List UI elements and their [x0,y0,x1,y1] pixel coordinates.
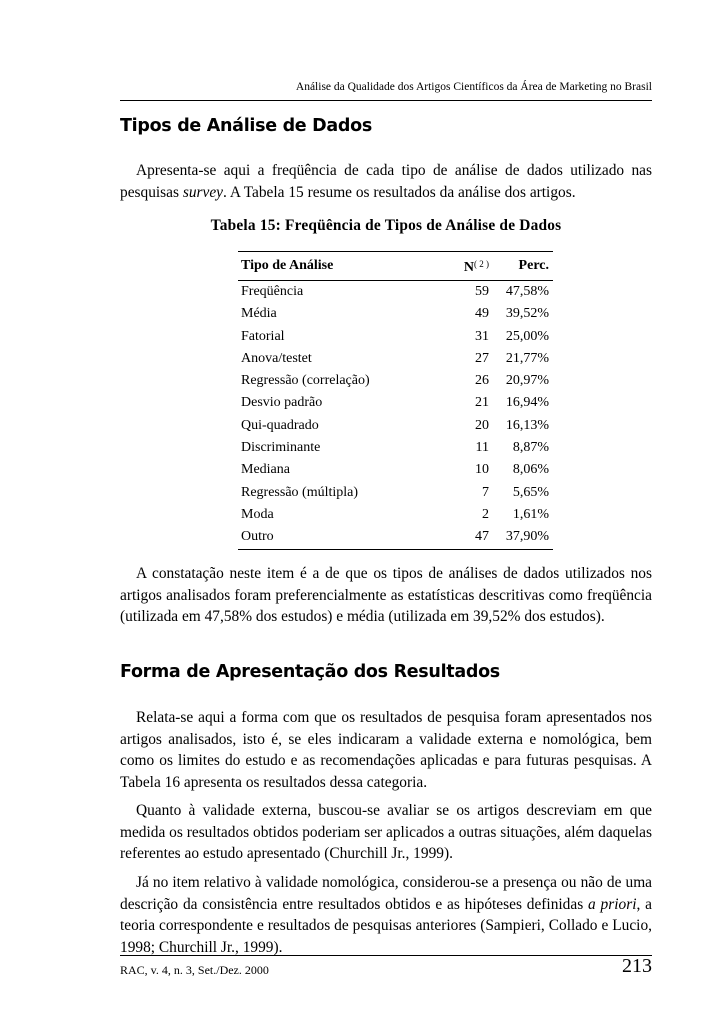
cell-n: 21 [475,395,489,411]
cell-perc: 5,65% [512,484,549,500]
cell-perc: 1,61% [512,506,549,522]
intro-text-italic: survey [182,183,224,201]
cell-n: 10 [475,462,489,478]
intro-text-start: Apresenta-se aqui a freqüência de cada tipo de análise de dados utilizado nas pesquisas [120,162,652,201]
results-text-1: Relata-se aqui a forma com que os resultados de pesquisa foram apresentados nos artigos analisados, isto é, se eles indicaram a validade externa e nomológica, bem como os limites do estudo e as recomendações aplicadas e para futuras pesquisas. A Tabela 16 apresenta os resultados dessa categoria. [120,709,652,791]
cell-n: 2 [482,506,489,522]
cell-perc: 47,58% [505,284,549,299]
cell-perc: 39,52% [505,306,549,322]
cell-perc: 8,87% [512,440,549,456]
cell-n: 31 [475,328,489,344]
cell-tipo: Regressão (múltipla) [241,484,359,500]
cell-perc: 20,97% [505,373,549,389]
results-paragraph-3 [120,872,652,958]
cell-tipo: Média [241,306,277,322]
after-table-text: A constatação neste item é a de que os tipos de análises de dados utilizados nos artigos analisados foram preferencialmente as estatísticas descritivas como freqüência (utilizada em 47,58% dos estudos) e média (utilizada em 39,52% dos estudos). [120,565,652,625]
cell-perc: 16,94% [505,395,549,411]
cell-n: 7 [482,484,489,500]
cell-perc: 21,77% [505,350,549,366]
table-header-row [238,252,553,281]
cell-n: 20 [475,417,489,433]
table-title: Tabela 15: Freqüência de Tipos de Análise de Dados [210,217,562,234]
results-text-3-start: Já no item relativo à validade nomológica, considerou-se a presença ou não de uma descrição da consistência entre resultados obtidos e as hipóteses definidas [120,874,652,913]
cell-tipo: Mediana [241,462,290,478]
results-text-2: Quanto à validade externa, buscou-se avaliar se os artigos descreviam em que medida os resultados obtidos poderiam ser aplicados a outras situações, além daquelas referentes ao estudo apresentado (Churchill Jr., 1999). [120,802,652,862]
table-row [238,526,553,549]
after-table-paragraph [120,563,652,628]
cell-n: 26 [475,373,489,389]
cell-tipo: Anova/testet [241,350,312,366]
results-text-3-end: , a teoria correspondente e resultados de pesquisas anteriores (Sampieri, Collado e Lucio, 1998; Churchill Jr., 1999). [120,895,652,956]
table-row [238,370,553,392]
intro-paragraph [120,160,652,203]
cell-tipo: Regressão (correlação) [241,373,370,389]
cell-n: 11 [475,440,489,456]
table-row [238,326,553,348]
header-perc: Perc. [518,258,549,273]
table-row [238,482,553,504]
cell-perc: 16,13% [505,417,549,433]
header-n-note: ( 2 ) [474,259,489,269]
table-row [238,348,553,370]
section-heading-forma: Forma de Apresentação dos Resultados [120,662,500,682]
cell-tipo: Desvio padrão [241,395,323,411]
cell-tipo: Outro [241,529,274,545]
cell-tipo: Freqüência [241,284,304,299]
header-n-label: N [463,260,474,275]
table-body [238,281,553,550]
table-row [238,437,553,459]
intro-text-end: . A Tabela 15 resume os resultados da análise dos artigos. [223,183,576,201]
section-heading-tipos: Tipos de Análise de Dados [120,116,372,136]
header-n [451,252,501,281]
table-row [238,459,553,481]
results-paragraph-2 [120,800,652,865]
cell-tipo: Qui-quadrado [241,417,319,433]
results-paragraph-1 [120,707,652,793]
table-row [238,504,553,526]
table-row [238,392,553,414]
table-row [238,415,553,437]
running-header: Análise da Qualidade dos Artigos Científicos da Área de Marketing no Brasil [295,81,652,93]
page-number: 213 [622,955,652,977]
cell-n: 59 [475,284,489,299]
cell-tipo: Moda [241,506,274,522]
footer-journal: RAC, v. 4, n. 3, Set./Dez. 2000 [120,963,269,977]
header-rule [120,100,652,101]
cell-perc: 25,00% [505,328,549,344]
table-row [238,303,553,325]
cell-n: 49 [475,306,489,322]
cell-tipo: Fatorial [241,328,285,344]
cell-perc: 8,06% [512,462,549,478]
cell-n: 27 [475,350,489,366]
results-text-3-italic: a priori [588,895,637,913]
analysis-type-table [238,251,553,550]
cell-perc: 37,90% [505,529,549,545]
cell-tipo: Discriminante [241,440,321,456]
header-tipo: Tipo de Análise [241,258,334,273]
table-row [238,281,553,304]
cell-n: 47 [475,529,489,545]
